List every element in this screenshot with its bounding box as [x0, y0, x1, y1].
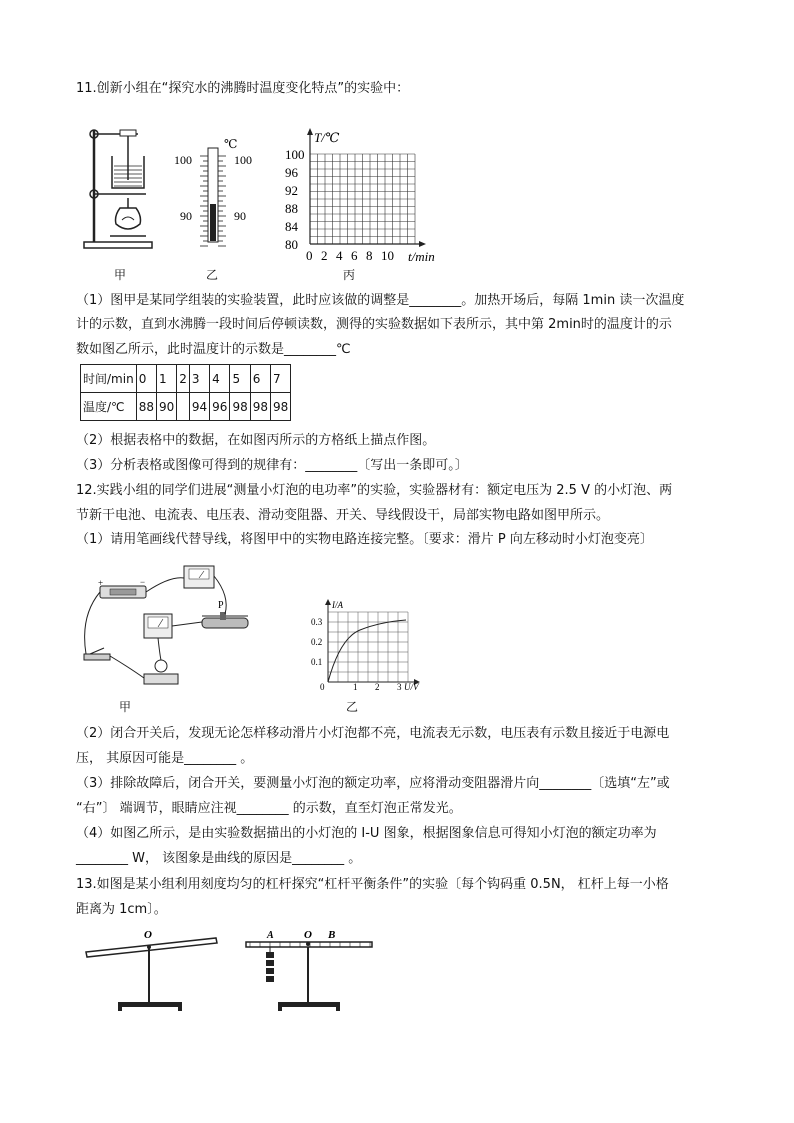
q11-part1-line1: （1）图甲是某同学组装的实验装置，此时应该做的调整是________。加热开场后，每隔 1min 读一次温度: [76, 293, 685, 308]
table-cell: 3: [189, 365, 209, 393]
q12-part3-line2: “右”〕 端调节，眼睛应注视________ 的示数，直至灯泡正常发光。: [76, 801, 462, 816]
grid-y-tick: 100: [285, 147, 305, 162]
grid-x-axis-label: t/min: [408, 249, 435, 264]
lever-figure-2: [240, 922, 380, 1014]
q13-title-line1: 13.如图是某小组利用刻度均匀的杠杆探究“杠杆平衡条件”的实验〔每个钩码重 0.5N， 杠杆上每一小格: [76, 877, 669, 892]
q12-figure-label-a: 甲: [119, 700, 132, 714]
thermometer-right-top: 100: [234, 153, 252, 167]
table-header-temp: 温度/℃: [81, 393, 137, 421]
circuit-figure: [80, 556, 260, 696]
hook-weight: [266, 968, 274, 974]
lever2-label-a: A: [267, 930, 274, 941]
q11-figure-label-b: 乙: [206, 268, 219, 282]
svg-text:−: −: [140, 577, 146, 587]
table-row-time: [81, 365, 291, 393]
temperature-table: [80, 364, 291, 421]
grid-x-tick: 2: [321, 248, 328, 263]
grid-y-axis-label: T/℃: [314, 130, 340, 145]
table-header-time: 时间/min: [81, 365, 137, 393]
table-row-temp: [81, 393, 291, 421]
thermometer-unit: ℃: [224, 137, 238, 151]
q12-title-line2: 节新干电池、电流表、电压表、滑动变阻器、开关、导线假设干，局部实物电路如图甲所示。: [76, 508, 610, 523]
grid-y-tick: 84: [285, 219, 298, 234]
q12-part1: （1）请用笔画线代替导线，将图甲中的实物电路连接完整。〔要求：滑片 P 向左移动时小灯泡变亮〕: [76, 532, 653, 547]
iu-y-label: I/A: [332, 600, 343, 610]
grid-x-tick: 4: [336, 248, 343, 263]
lever2-label-b: B: [328, 929, 336, 941]
q12-title-line1: 12.实践小组的同学们进展“测量小灯泡的电功率”的实验，实验器材有：额定电压为 2.5 V 的小灯泡、两: [76, 483, 673, 498]
iu-y-tick: 0.1: [311, 657, 323, 667]
lever1-label-o: O: [144, 929, 152, 941]
table-cell: 2: [177, 365, 190, 393]
iu-x-tick: 2: [375, 682, 380, 692]
table-cell: 98: [230, 393, 250, 421]
thermometer-left-bottom: 90: [180, 209, 192, 223]
hook-weight: [266, 952, 274, 958]
thermometer-figure: [172, 136, 272, 248]
iu-graph-figure: [310, 598, 422, 694]
table-cell: 88: [136, 393, 156, 421]
table-cell: 0: [136, 365, 156, 393]
q12-figure-label-b: 乙: [346, 700, 359, 714]
grid-y-tick: 88: [285, 201, 298, 216]
svg-text:+: +: [98, 578, 104, 588]
table-cell: 98: [271, 393, 291, 421]
table-cell: 1: [156, 365, 176, 393]
iu-y-tick: 0.3: [311, 617, 323, 627]
table-cell: 90: [156, 393, 176, 421]
table-cell: 4: [210, 365, 230, 393]
table-cell: 6: [250, 365, 270, 393]
q11-figure-label-c: 丙: [343, 268, 356, 282]
table-cell: 7: [271, 365, 291, 393]
boiling-apparatus-figure: [80, 120, 160, 252]
grid-y-tick: 80: [285, 237, 298, 252]
lever-figure-1: [80, 922, 224, 1014]
lever2-label-o: O: [304, 929, 312, 941]
q12-part2-line1: （2）闭合开关后，发现无论怎样移动滑片小灯泡都不亮，电流表无示数，电压表有示数且接近于电源电: [76, 726, 670, 741]
temperature-grid-figure: [284, 126, 450, 268]
q11-part1-line3: 数如图乙所示，此时温度计的示数是________℃: [76, 342, 351, 357]
q12-part3-line1: （3）排除故障后，闭合开关，要测量小灯泡的额定功率，应将滑动变阻器滑片向________〔选填“左”或: [76, 776, 670, 791]
thermometer-left-top: 100: [174, 153, 192, 167]
iu-x-tick: 3: [397, 682, 402, 692]
iu-x-label: U/V: [404, 682, 419, 692]
hook-weight: [266, 960, 274, 966]
iu-x-tick: 1: [353, 682, 358, 692]
table-cell-blank: [177, 393, 190, 421]
q11-part2: （2）根据表格中的数据，在如图丙所示的方格纸上描点作图。: [76, 433, 436, 448]
table-cell: 98: [250, 393, 270, 421]
grid-x-tick: 10: [381, 248, 394, 263]
grid-x-tick: 6: [351, 248, 358, 263]
q11-part3: （3）分析表格或图像可得到的规律有：________〔写出一条即可。〕: [76, 458, 468, 473]
grid-x-tick: 8: [366, 248, 373, 263]
table-cell: 96: [210, 393, 230, 421]
hook-weight: [266, 976, 274, 982]
table-cell: 94: [189, 393, 209, 421]
grid-y-tick: 96: [285, 165, 298, 180]
table-cell: 5: [230, 365, 250, 393]
iu-y-tick: 0.2: [311, 637, 323, 647]
q11-figure-label-a: 甲: [114, 268, 127, 282]
thermometer-right-bottom: 90: [234, 209, 246, 223]
q12-part4-line1: （4）如图乙所示，是由实验数据描出的小灯泡的 I-U 图象，根据图象信息可得知小灯泡的额定功率为: [76, 826, 657, 841]
q11-part1-line2: 计的示数，直到水沸腾一段时间后停顿读数，测得的实验数据如下表所示，其中第 2min时的温度计的示: [76, 317, 672, 332]
q12-part4-line2: ________ W， 该图象是曲线的原因是________ 。: [76, 851, 362, 866]
q13-title-line2: 距离为 1cm〕。: [76, 902, 167, 917]
q12-part2-line2: 压， 其原因可能是________ 。: [76, 751, 254, 766]
q11-title: 11.创新小组在“探究水的沸腾时温度变化特点”的实验中：: [76, 81, 410, 96]
slider-label: P: [218, 600, 224, 611]
iu-origin: 0: [320, 682, 325, 692]
grid-y-tick: 92: [285, 183, 298, 198]
grid-x-tick: 0: [306, 248, 313, 263]
